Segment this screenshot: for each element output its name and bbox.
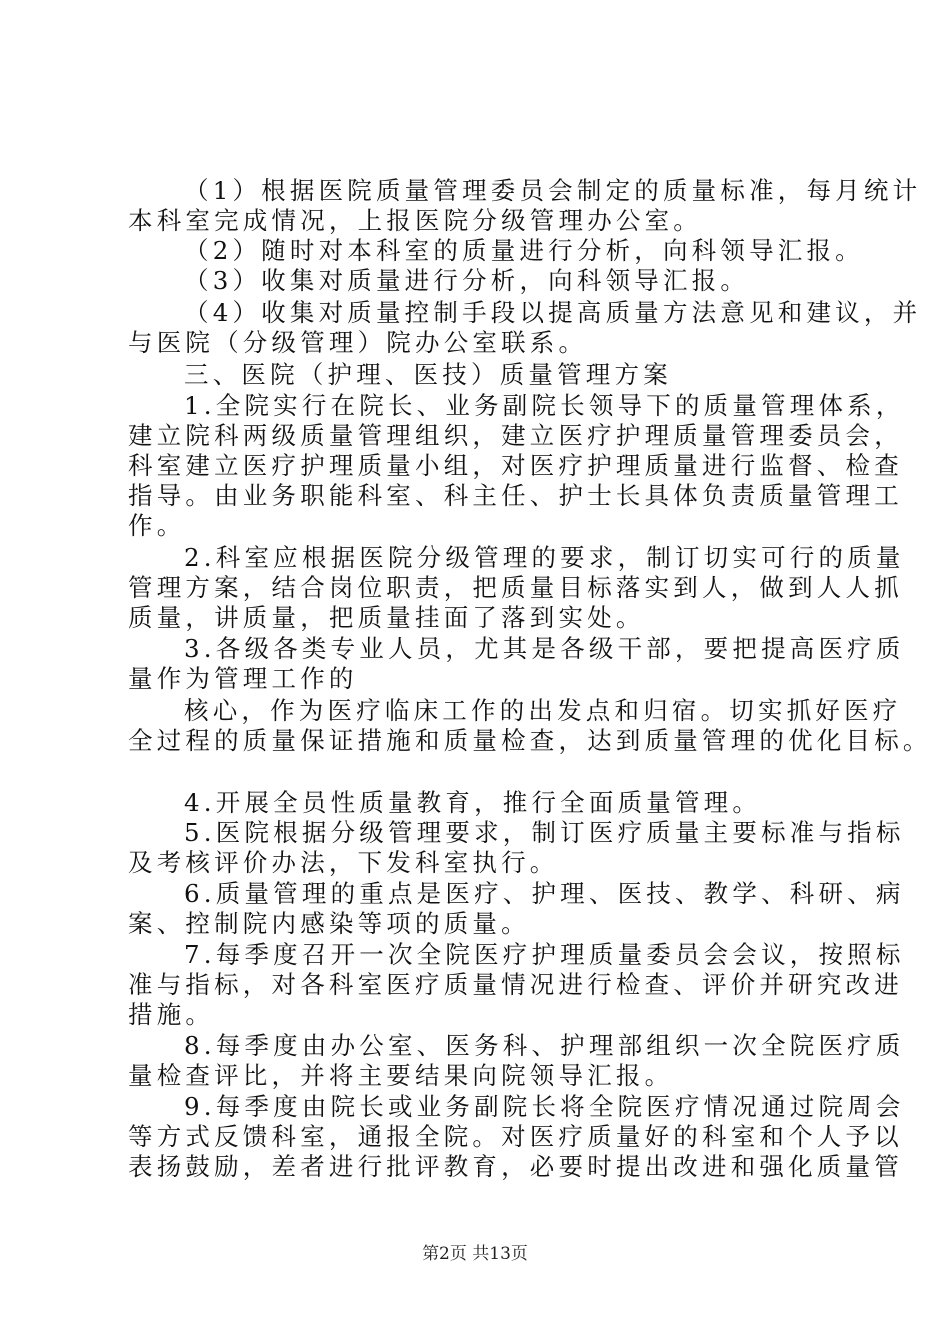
section-heading-text: 三、医院（护理、医技）质量管理方案 — [184, 360, 672, 389]
paragraph-item-6 — [128, 879, 905, 939]
paragraph-item-3-continued — [128, 696, 932, 756]
text-line: 管理方案，结合岗位职责，把质量目标落实到人，做到人人抓 — [128, 573, 903, 602]
text-line: （2）随时对本科室的质量进行分析，向科领导汇报。 — [184, 236, 864, 265]
paragraph-collect-analysis — [128, 266, 836, 296]
text-line: 本科室完成情况，上报医院分级管理办公室。 — [128, 206, 702, 235]
text-line: 1.全院实行在院长、业务副院长领导下的质量管理体系， — [184, 391, 905, 420]
text-line: 案、控制院内感染等项的质量。 — [128, 909, 530, 938]
text-line: 量检查评比，并将主要结果向院领导汇报。 — [128, 1061, 674, 1090]
paragraph-item-3 — [128, 634, 905, 694]
text-line: 建立院科两级质量管理组织，建立医疗护理质量管理委员会， — [128, 421, 903, 450]
text-line: （4）收集对质量控制手段以提高质量方法意见和建议，并 — [184, 298, 922, 327]
text-line: 量作为管理工作的 — [128, 664, 358, 693]
paragraph-item-5 — [128, 818, 905, 878]
text-line: 3.各级各类专业人员，尤其是各级干部，要把提高医疗质 — [184, 634, 905, 663]
text-line: 表扬鼓励，差者进行批评教育，必要时提出改进和强化质量管 — [128, 1152, 903, 1181]
paragraph-item-8 — [128, 1031, 905, 1091]
text-line: 及考核评价办法，下发科室执行。 — [128, 848, 559, 877]
text-line: 准与指标，对各科室医疗质量情况进行检查、评价并研究改进 — [128, 970, 903, 999]
paragraph-collect-suggestions — [128, 298, 922, 358]
text-line: （3）收集对质量进行分析，向科领导汇报。 — [184, 266, 750, 295]
text-line: 7.每季度召开一次全院医疗护理质量委员会会议，按照标 — [184, 940, 905, 969]
text-line: 全过程的质量保证措施和质量检查，达到质量管理的优化目标。 — [128, 726, 932, 755]
text-line: 等方式反馈科室，通报全院。对医疗质量好的科室和个人予以 — [128, 1122, 903, 1151]
text-line: 5.医院根据分级管理要求，制订医疗质量主要标准与指标 — [184, 818, 905, 847]
paragraph-item-7 — [128, 940, 905, 1030]
paragraph-quality-analysis — [128, 236, 864, 266]
text-line: 6.质量管理的重点是医疗、护理、医技、教学、科研、病 — [184, 879, 905, 908]
paragraph-item-9 — [128, 1092, 905, 1182]
text-line: （1）根据医院质量管理委员会制定的质量标准，每月统计 — [184, 176, 922, 205]
text-line: 核心，作为医疗临床工作的出发点和归宿。切实抓好医疗 — [184, 696, 902, 725]
paragraph-quality-statistics — [128, 176, 922, 236]
paragraph-item-2 — [128, 543, 905, 633]
text-line: 9.每季度由院长或业务副院长将全院医疗情况通过院周会 — [184, 1092, 905, 1121]
text-line: 措施。 — [128, 1000, 215, 1029]
text-line: 作。 — [128, 511, 186, 540]
text-line: 科室建立医疗护理质量小组，对医疗护理质量进行监督、检查 — [128, 451, 903, 480]
text-line: 与医院（分级管理）院办公室联系。 — [128, 328, 588, 357]
section-heading-quality-plan — [128, 360, 836, 390]
page-number-footer: 第2页 共13页 — [422, 1244, 528, 1264]
text-line: 指导。由业务职能科室、科主任、护士长具体负责质量管理工 — [128, 481, 903, 510]
paragraph-item-1 — [128, 391, 905, 541]
paragraph-item-4 — [128, 788, 836, 818]
text-line: 8.每季度由办公室、医务科、护理部组织一次全院医疗质 — [184, 1031, 905, 1060]
text-line: 4.开展全员性质量教育，推行全面质量管理。 — [184, 788, 762, 817]
text-line: 质量，讲质量，把质量挂面了落到实处。 — [128, 603, 645, 632]
text-line: 2.科室应根据医院分级管理的要求，制订切实可行的质量 — [184, 543, 905, 572]
